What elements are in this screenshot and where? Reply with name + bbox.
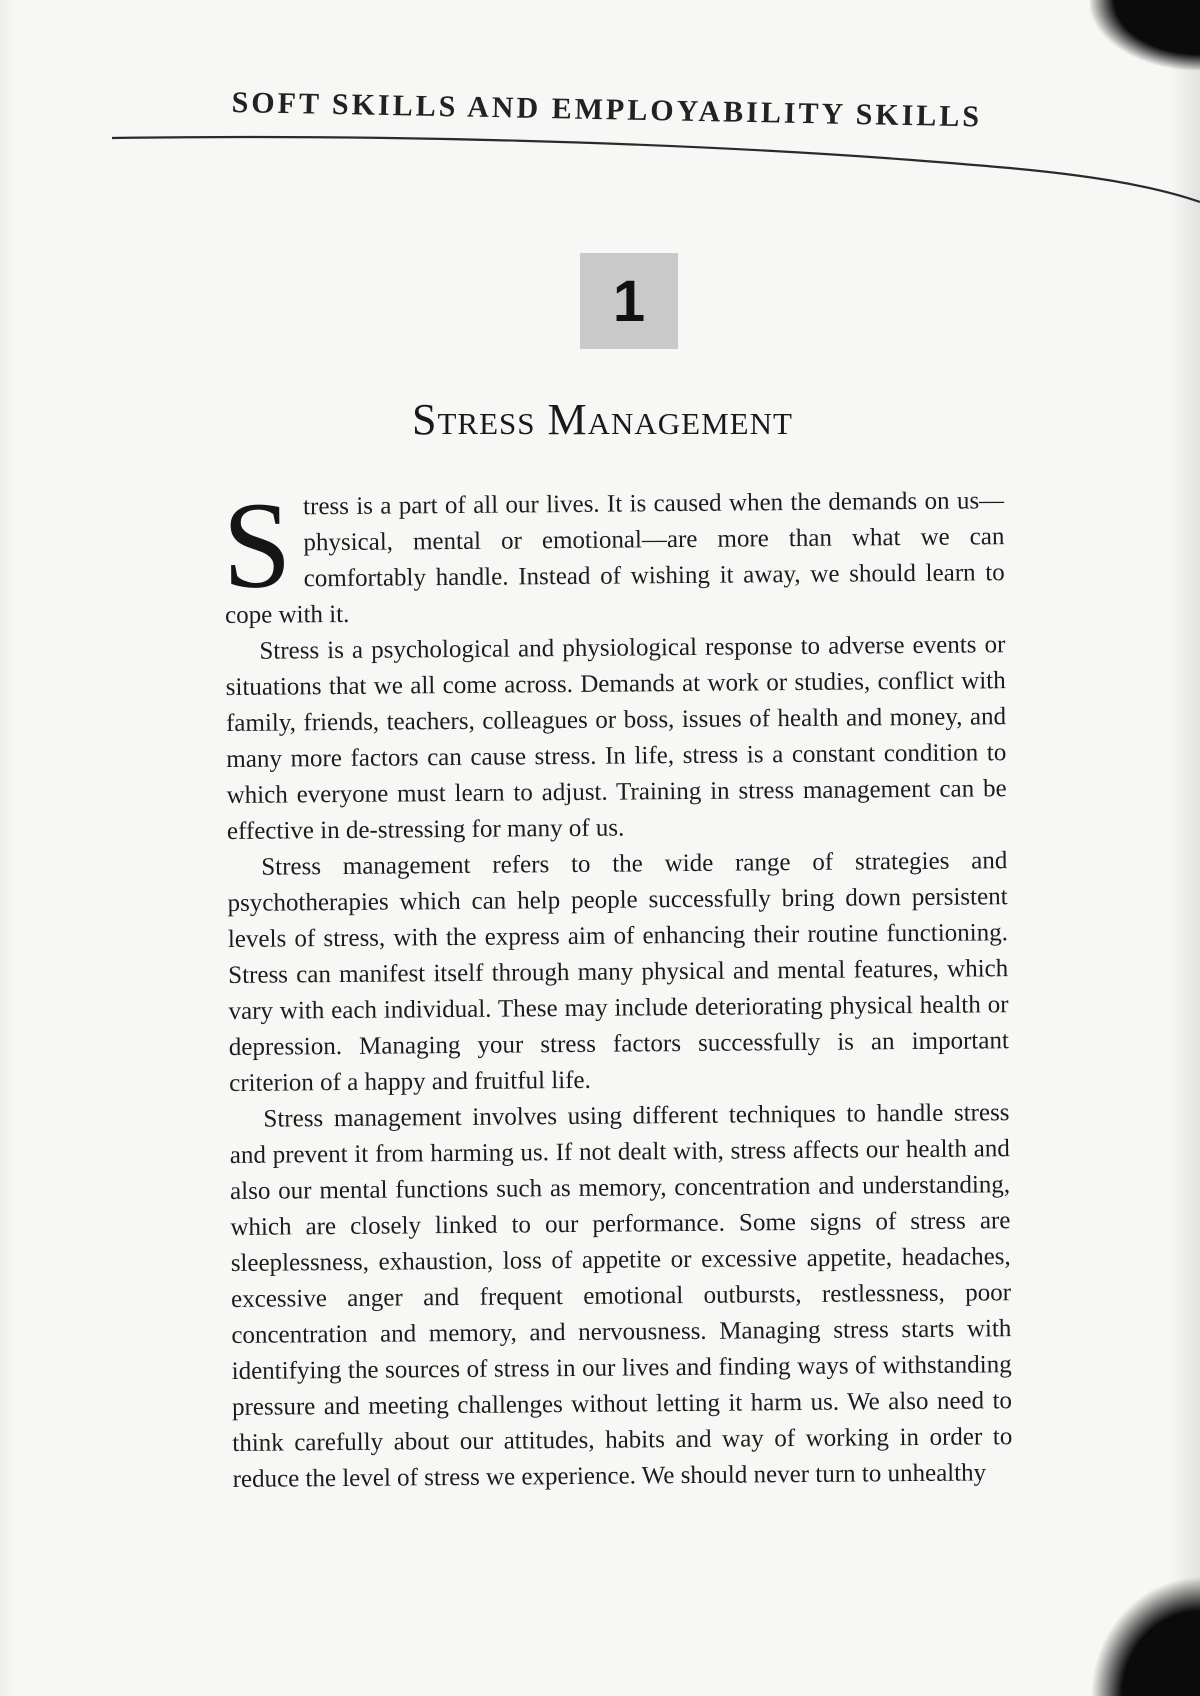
page-edge-shadow [1170,0,1200,1696]
paragraph-1 [221,476,1005,634]
page-gutter-shadow [0,0,14,1696]
drop-cap: S [221,476,293,615]
paragraph-3: Stress management refers to the wide range of strategies and psychotherapies which can help people successfully bring down persistent levels of stress, with the express aim of enhancing their routine functioning. Stress can manifest itself through many physical and mental features, which vary with each individual. These may include deteriorating physical health or depression. Managing your stress factors successfully is an important criterion of a happy and fruitful life. [227,847,1009,1097]
paragraph-1-text: tress is a part of all our lives. It is caused when the demands on us—physical, mental or emotional—are more than what we can comfortably handle. Instead of wishing it away, we should learn to cope with it. [224,487,1005,629]
body-text [221,476,1013,1498]
chapter-title: Stress Management [412,395,793,444]
running-head: SOFT SKILLS AND EMPLOYABILITY SKILLS [231,86,983,134]
chapter-number: 1 [612,268,646,334]
chapter-number-box [580,253,678,349]
header-rule [112,120,1200,220]
paragraph-2: Stress is a psychological and physiological response to adverse events or situations that we all come across. Demands at work or studies, conflict with family, friends, teachers, colleagues or boss, issues of health and money, and many more factors can cause stress. In life, stress is a constant condition to which everyone must learn to adjust. Training in stress management can be effective in de-stressing for many of us. [225,631,1007,845]
book-corner-shadow-bottom [1090,1576,1200,1696]
paragraph-4: Stress management involves using different techniques to handle stress and prevent it from harming us. If not dealt with, stress affects our health and also our mental functions such as memory, concentration and understanding, which are closely linked to our performance. Some signs of stress are sleeplessness, exhaustion, loss of appetite or excessive appetite, headaches, excessive anger and frequent emotional outbursts, restlessness, poor concentration and memory, and nervousness. Managing stress starts with identifying the sources of stress in our lives and finding ways of withstanding pressure and meeting challenges without letting it harm us. We also need to think carefully about our attitudes, habits and way of working in order to reduce the level of stress we experience. We should never turn to unhealthy [229,1099,1013,1493]
book-corner-shadow-top [1090,0,1200,70]
